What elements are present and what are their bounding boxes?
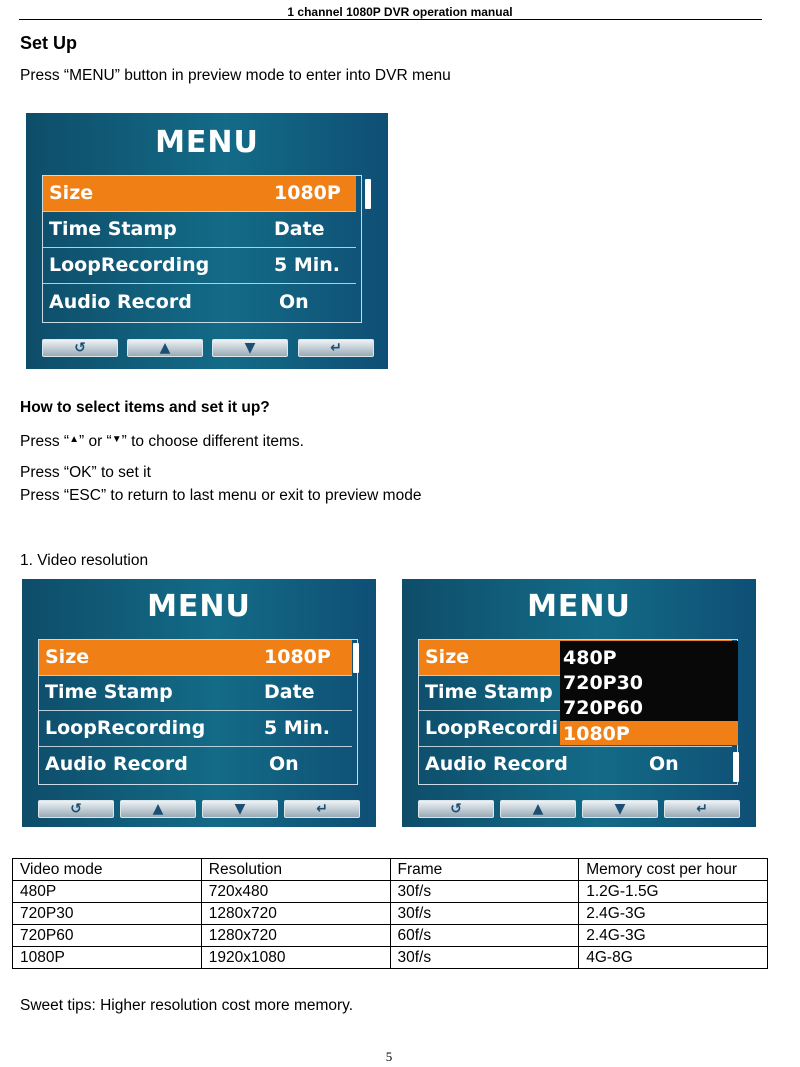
table-cell: 30f/s [390,903,579,925]
dvr-size-dropdown-screen [402,579,756,827]
down-arrow-icon: ▼ [244,340,256,356]
text-segment: ” or “ [79,433,112,450]
table-cell: 1080P [13,947,202,969]
down-arrow-icon: ▼ [234,801,246,817]
table-row [13,947,768,969]
menu-button-bar [38,800,372,818]
menu-item-loop-recording[interactable] [43,248,356,284]
up-button[interactable] [120,800,196,818]
scrollbar[interactable] [365,179,371,209]
dvr-menu-screen [26,113,388,369]
menu-item-label: Size [49,182,94,204]
howto-line-ok: Press “OK” to set it [20,464,151,481]
table-header-cell: Resolution [201,859,390,881]
table-cell: 30f/s [390,947,579,969]
howto-heading: How to select items and set it up? [20,399,270,416]
intro-text: Press “MENU” button in preview mode to enter into DVR menu [20,67,451,84]
menu-item-loop-recording[interactable] [39,711,352,747]
menu-list [42,175,362,323]
back-icon: ↺ [450,801,462,817]
table-cell: 720x480 [201,881,390,903]
back-icon: ↺ [70,801,82,817]
table-cell: 480P [13,881,202,903]
down-button[interactable] [202,800,278,818]
menu-item-time-stamp[interactable] [43,212,356,248]
menu-title: MENU [147,589,251,624]
menu-item-value: 5 Min. [274,254,340,276]
table-cell: 1.2G-1.5G [579,881,768,903]
up-arrow-icon: ▲ [532,801,544,817]
table-row [13,881,768,903]
page-header: 1 channel 1080P DVR operation manual [287,5,513,19]
enter-icon: ↵ [316,801,328,817]
down-button[interactable] [582,800,658,818]
menu-list [38,639,358,785]
table-cell: 1280x720 [201,925,390,947]
back-button[interactable] [42,339,118,357]
table-cell: 720P30 [13,903,202,925]
page-number: 5 [385,1049,393,1064]
table-cell: 720P60 [13,925,202,947]
up-triangle-icon: ▲ [69,434,79,445]
down-arrow-icon: ▼ [614,801,626,817]
menu-item-value: 1080P [264,646,331,668]
menu-item-label: LoopRecording [45,717,206,739]
down-button[interactable] [212,339,288,357]
menu-item-size[interactable] [39,640,352,676]
menu-item-audio-record[interactable] [39,747,352,783]
size-dropdown [560,641,738,745]
option-label: 480P [563,647,617,669]
menu-item-value: Date [274,218,325,240]
up-button[interactable] [500,800,576,818]
down-triangle-icon: ▼ [111,434,122,445]
menu-item-value: 5 Min. [264,717,330,739]
menu-item-label: LoopRecording [49,254,210,276]
table-cell: 30f/s [390,881,579,903]
scrollbar[interactable] [353,643,359,673]
table-cell: 2.4G-3G [579,903,768,925]
option-label: 720P30 [563,672,644,694]
menu-item-value: 1080P [274,182,341,204]
menu-item-label: Time Stamp [425,681,553,703]
menu-item-label: Audio Record [49,291,192,313]
tips-text: Sweet tips: Higher resolution cost more memory. [20,997,354,1014]
menu-item-label: Time Stamp [49,218,177,240]
table-row [13,925,768,947]
menu-item-label: Size [45,646,90,668]
text-segment: Press “ [20,433,70,450]
menu-button-bar [42,339,376,357]
up-button[interactable] [127,339,203,357]
enter-button[interactable] [664,800,740,818]
back-icon: ↺ [74,340,86,356]
up-arrow-icon: ▲ [159,340,171,356]
up-arrow-icon: ▲ [152,801,164,817]
section-title: Set Up [20,33,78,53]
menu-item-value: On [649,753,679,775]
table-cell: 1280x720 [201,903,390,925]
menu-item-value: On [269,753,299,775]
option-label: 1080P [563,723,630,745]
menu-item-label: LoopRecordi [425,717,559,739]
enter-icon: ↵ [330,340,342,356]
table-header-row [13,859,768,881]
size-option-720p60[interactable] [560,695,738,721]
dvr-menu-screen-2 [22,579,376,827]
table-cell: 1920x1080 [201,947,390,969]
enter-button[interactable] [284,800,360,818]
menu-button-bar [418,800,752,818]
size-option-1080p[interactable] [560,721,738,745]
table-cell: 4G-8G [579,947,768,969]
menu-item-label: Audio Record [425,753,568,775]
table-cell: 60f/s [390,925,579,947]
option-label: 720P60 [563,697,644,719]
menu-item-label: Size [425,646,470,668]
section-video-resolution: 1. Video resolution [20,552,149,569]
table-row [13,903,768,925]
text-segment: ” to choose different items. [121,433,304,450]
menu-item-audio-record[interactable] [419,747,732,783]
menu-item-value: On [279,291,309,313]
scrollbar[interactable] [733,752,739,782]
size-option-480p[interactable] [560,645,738,671]
menu-item-audio-record[interactable] [43,285,356,321]
table-header-cell: Video mode [13,859,202,881]
table-cell: 2.4G-3G [579,925,768,947]
header-rule [19,19,762,20]
resolution-table [12,858,768,969]
table-header-cell: Memory cost per hour [579,859,768,881]
howto-line-choose [20,433,304,451]
menu-title: MENU [527,589,631,624]
enter-icon: ↵ [696,801,708,817]
back-button[interactable] [418,800,494,818]
enter-button[interactable] [298,339,374,357]
menu-item-size[interactable] [43,176,356,212]
menu-item-time-stamp[interactable] [39,675,352,711]
menu-title: MENU [155,125,259,160]
howto-line-esc: Press “ESC” to return to last menu or exit to preview mode [20,487,422,504]
table-header-cell: Frame [390,859,579,881]
menu-item-label: Audio Record [45,753,188,775]
size-option-720p30[interactable] [560,670,738,696]
back-button[interactable] [38,800,114,818]
menu-item-label: Time Stamp [45,681,173,703]
menu-item-value: Date [264,681,315,703]
